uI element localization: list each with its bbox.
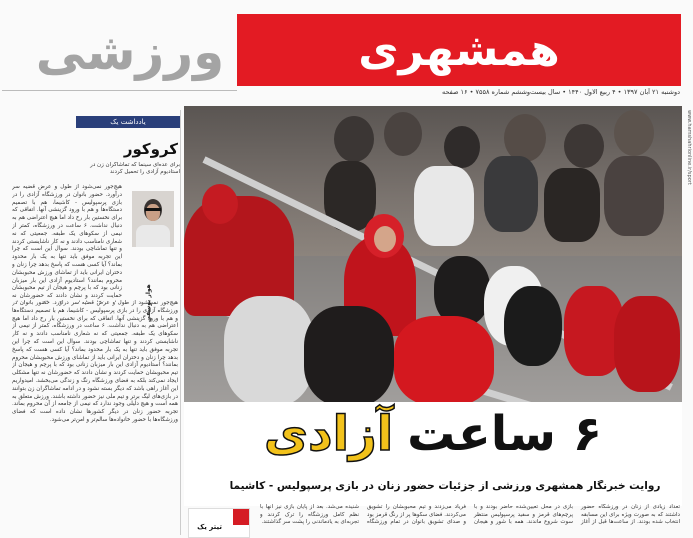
- headline-hours: ۶ ساعت: [407, 406, 603, 462]
- website-vertical: www.hamshahrionline.ir/sport: [686, 110, 692, 185]
- feature-tag: [188, 508, 250, 538]
- main-headline: [184, 400, 682, 468]
- column-title: کروکور: [123, 140, 178, 158]
- lead-story-body: تعداد زیادی از زنان در ورزشگاه حضور داشتند که به صورت ویژه برای این مسابقه انتخاب شده بودند. از ساعت‌ها قبل از آغاز بازی در محل تعیین‌شده حاضر بودند و با پرچم‌های قرمز و سفید پرسپولیس منتظر سوت شروع ماندند. همه با شور و هیجان فریاد می‌زدند و تیم محبوبشان را تشویق می‌کردند. فضای سکوها پر از رنگ قرمز بود و صدای تشویق بانوان در تمام ورزشگاه شنیده می‌شد. بعد از پایان بازی نیز آنها با نظم کامل ورزشگاه را ترک کردند و تجربه‌ای به یادماندنی را پشت سر گذاشتند.: [260, 504, 680, 525]
- column-tag: یادداشت یک: [76, 116, 180, 128]
- column-body: هیچ‌جور نمی‌شود از طول و عرض قضیه سر درآورد. حضور بانوان در ورزشگاه آزادی را در بازی پرسپولیس - کاشیما، هم با تصمیم دستگاه‌ها و هم با ورود گزینشی آنها. اتفاقی که برای نخستین بار رخ داد اما هیچ اعتراضی هم به دنبال نداشت. ۶ ساعت در ورزشگاه، کمتر از نیمی از سکوهای یک طبقه. جمعیتی که نه شعاری نامناسب دادند و نه کار ناشایستی کردند و تنها تماشاچی بودند. سوال این است که چرا این تجربه موفق باید تنها به یک بار محدود بماند؟ آیا کسی هست که پاسخ بدهد چرا زنان و دختران ایرانی باید از تماشای ورزش محبوبشان محروم بمانند؟ استادیوم آزادی این بار میزبان زنانی بود که با پرچم و هیجان از تیم محبوبشان حمایت کردند و نشان دادند که حضورشان نه تنها مشکلی ایجاد نمی‌کند بلکه به فضای ورزشگاه رنگ و زندگی می‌بخشد. امیدواریم این آغاز راهی باشد که دیگر بسته نشود و در ادامه تماشاگران زن بتوانند در بازی‌های لیگ برتر و تیم ملی نیز حضور داشته باشند. ورزش متعلق به همه است و هیچ دلیلی وجود ندارد که نیمی از جامعه از آن محروم بماند. تجربه حضور زنان در دیگر کشورها نشان داده است که فضای ورزشگاه‌ها با حضور خانواده‌ها سالم‌تر و امن‌تر می‌شود.: [12, 300, 178, 423]
- author-photo: [132, 191, 174, 247]
- column-body-top: هیچ‌جور نمی‌شود از طول و عرض قضیه سر درآورد. حضور بانوان در ورزشگاه آزادی را در بازی پرسپولیس - کاشیما، هم با تصمیم دستگاه‌ها و هم با ورود گزینشی آنها. اتفاقی که برای نخستین بار رخ داد اما هیچ اعتراضی هم به دنبال نداشت. ۶ ساعت در ورزشگاه، کمتر از نیمی از سکوهای یک طبقه. جمعیتی که نه شعاری نامناسب دادند و نه کار ناشایستی کردند و تنها تماشاچی بودند. سوال این است که چرا این تجربه موفق باید تنها به یک بار محدود بماند؟ آیا کسی هست که پاسخ بدهد چرا زنان و دختران ایرانی باید از تماشای ورزش محبوبشان محروم بمانند؟ استادیوم آزادی این بار میزبان زنانی بود که با پرچم و هیجان از تیم محبوبشان حمایت کردند و نشان دادند که حضورشان نه: [12, 184, 122, 300]
- masthead-red-block: [237, 14, 681, 86]
- masthead-sport-logo: ورزشی: [35, 23, 225, 81]
- column-lead: برای عده‌ای سینما که تماشاگران زن در استادیوم آزادی را تحمیل کردند: [90, 162, 180, 175]
- author-name: هوار یوسفی: [145, 284, 152, 322]
- main-photo-stadium-crowd: [184, 106, 682, 402]
- masthead-rule: [2, 90, 237, 99]
- headline-freedom: آزادی: [264, 406, 394, 462]
- dateline: دوشنبه ۲۱ آبان ۱۳۹۷ • ۴ ربیع الاول ۱۴۴۰ • سال بیست‌وششم شماره ۷۵۵۸ • ۱۶ صفحه: [441, 88, 680, 96]
- red-corner-mark: [233, 509, 249, 525]
- feature-label: تیتر یک: [197, 523, 222, 531]
- column-divider: [180, 110, 181, 535]
- masthead-title: همشهری: [358, 24, 560, 76]
- headline-subhead: روایت خبرنگار همشهری ورزشی از جزئیات حضور زنان در بازی پرسپولیس - کاشیما: [229, 480, 661, 492]
